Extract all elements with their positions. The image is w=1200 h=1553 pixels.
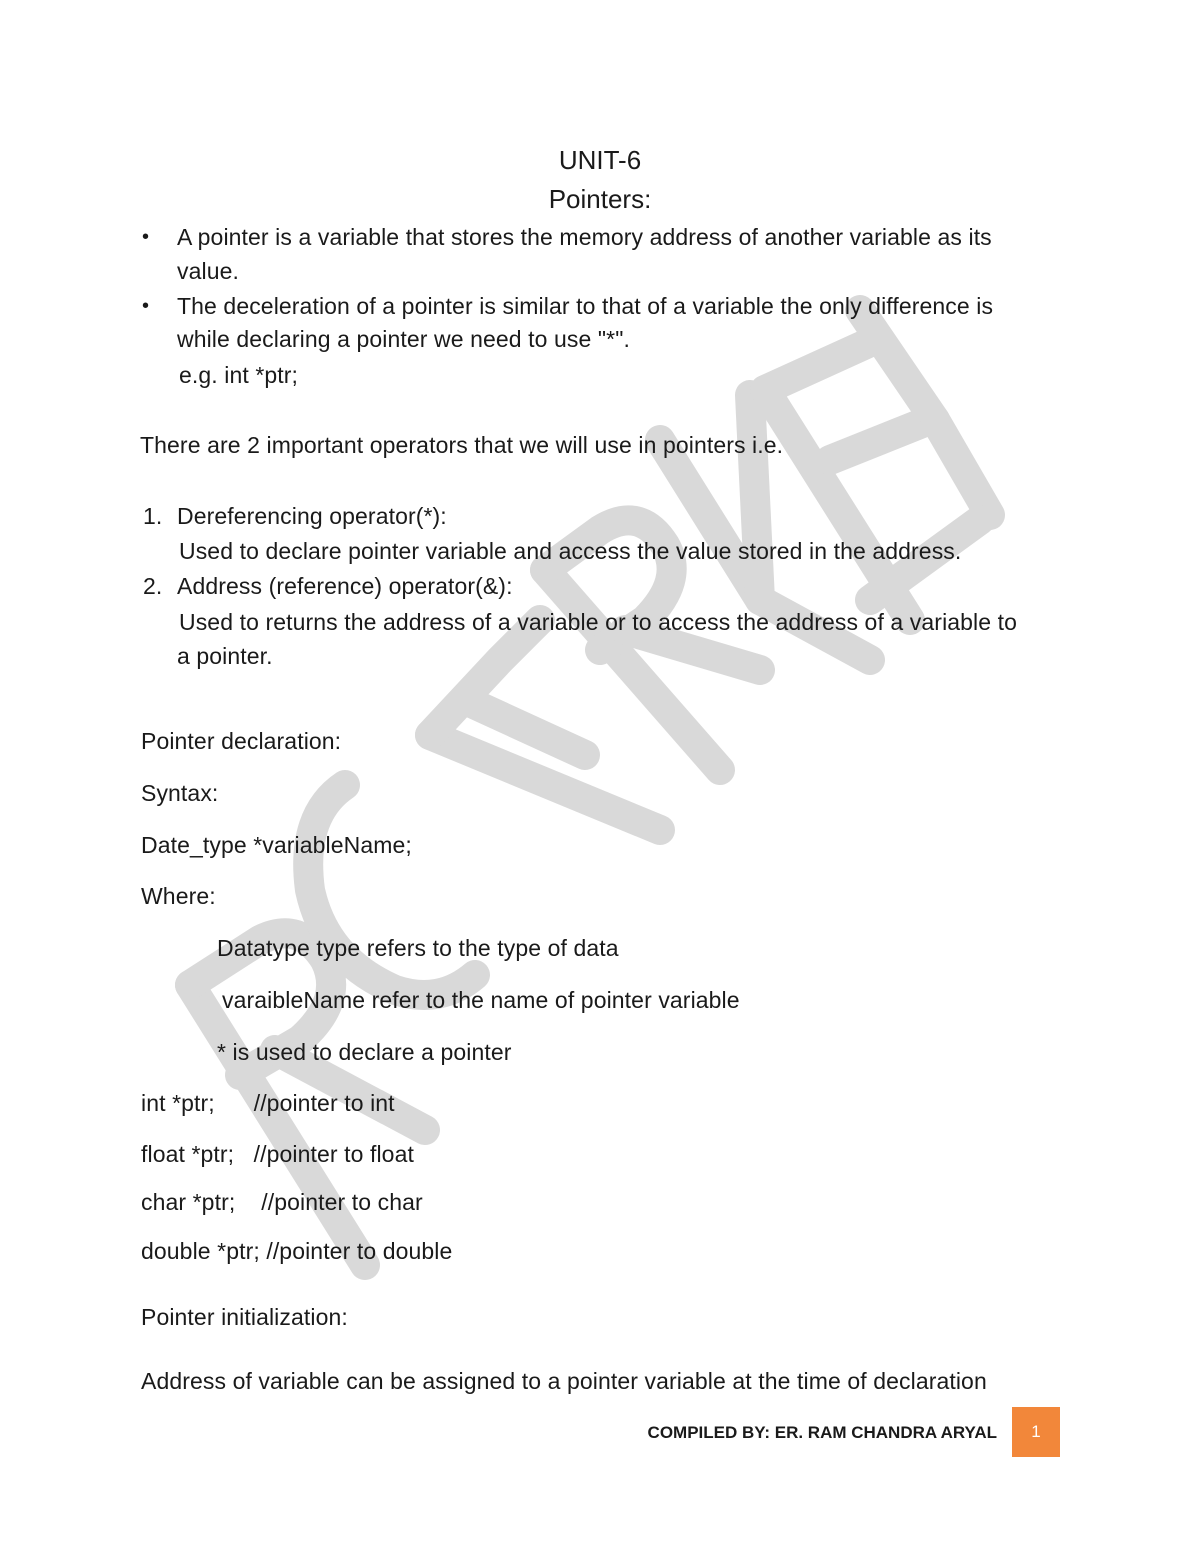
bullet-icon: •	[142, 226, 150, 248]
bullet-text: The deceleration of a pointer is similar to that of a variable the only difference is	[177, 293, 994, 319]
operator-desc: Used to declare pointer variable and access the value stored in the address.	[179, 538, 962, 564]
bullet-text: while declaring a pointer we need to use "*".	[177, 326, 630, 352]
page-number: 1	[1012, 1407, 1060, 1457]
declaration-heading: Pointer declaration:	[141, 728, 342, 754]
list-number: 2.	[143, 573, 163, 599]
bullet-text: A pointer is a variable that stores the memory address of another variable as its	[177, 224, 992, 250]
where-item: Datatype type refers to the type of data	[217, 935, 619, 961]
where-item: varaibleName refer to the name of pointer variable	[222, 987, 740, 1013]
operator-desc: Used to returns the address of a variable or to access the address of a variable to	[179, 609, 1018, 635]
code-example: double *ptr; //pointer to double	[141, 1238, 453, 1264]
operator-title: Dereferencing operator(*):	[177, 503, 447, 529]
operator-title: Address (reference) operator(&):	[177, 573, 513, 599]
initialization-heading: Pointer initialization:	[141, 1304, 348, 1330]
operators-intro: There are 2 important operators that we will use in pointers i.e.	[140, 432, 784, 458]
code-example: int *ptr; //pointer to int	[141, 1090, 395, 1116]
bullet-icon: •	[142, 295, 150, 317]
syntax-label: Syntax:	[141, 780, 219, 806]
operator-desc: a pointer.	[177, 643, 273, 669]
code-example: e.g. int *ptr;	[179, 362, 299, 388]
where-label: Where:	[141, 883, 216, 909]
bullet-text: value.	[177, 258, 239, 284]
list-number: 1.	[143, 503, 163, 529]
initialization-text: Address of variable can be assigned to a pointer variable at the time of declaration	[141, 1368, 987, 1394]
footer-compiled-by: COMPILED BY: ER. RAM CHANDRA ARYAL	[647, 1423, 997, 1442]
where-item: * is used to declare a pointer	[217, 1039, 512, 1065]
code-example: float *ptr; //pointer to float	[141, 1141, 414, 1167]
code-example: char *ptr; //pointer to char	[141, 1189, 423, 1215]
syntax-code: Date_type *variableName;	[141, 832, 412, 858]
unit-title: UNIT-6	[558, 145, 642, 175]
topic-title: Pointers:	[548, 184, 652, 214]
